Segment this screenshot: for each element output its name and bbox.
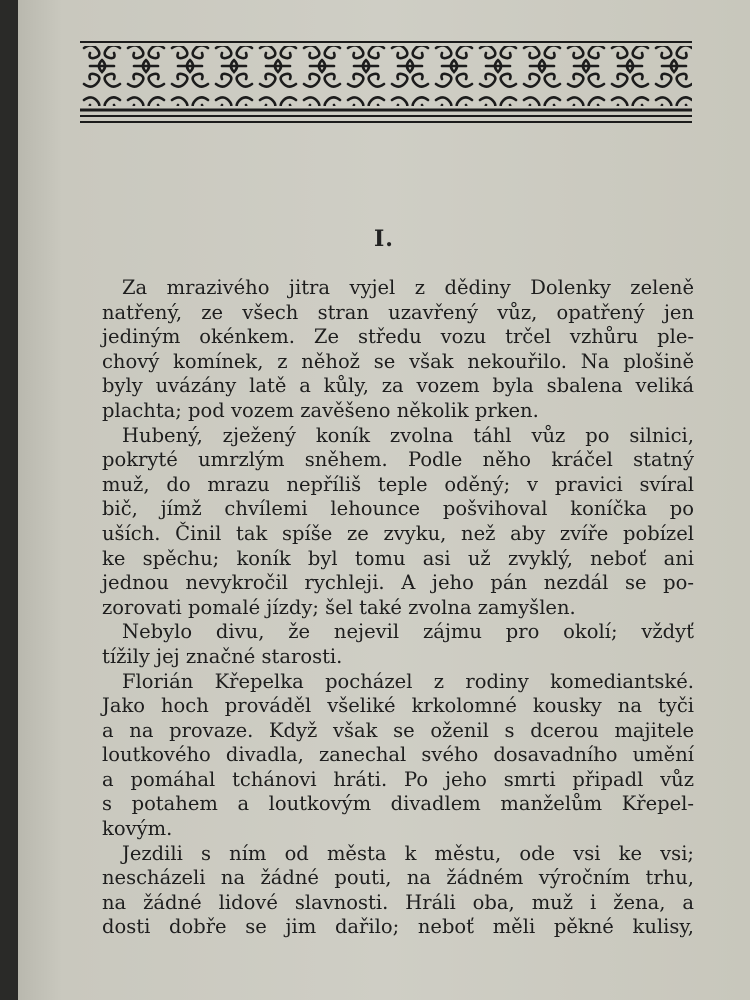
text-line: uších. Činil tak spíše ze zvyku, než aby zvíře pobízel (102, 521, 694, 545)
text-line: jednou nevykročil rychleji. A jeho pán nezdál se po- (102, 571, 694, 595)
text-line: s potahem a loutkovým divadlem manželům Křepel- (102, 792, 694, 816)
text-line: a na provaze. Když však se oženil s dcerou majitele (102, 718, 694, 742)
text-line: ke spěchu; koník byl tomu asi už zvyklý, neboť ani (102, 546, 694, 570)
text-line: Nebylo divu, že nejevil zájmu pro okolí; vždyť (122, 620, 694, 644)
text-line: chový komínek, z něhož se však nekouřilo. Na plošině (102, 349, 694, 373)
text-line: byly uvázány latě a kůly, za vozem byla sbalena veliká (102, 374, 694, 398)
text-line: a pomáhal tchánovi hráti. Po jeho smrti připadl vůz (102, 767, 694, 791)
body-text (102, 276, 694, 940)
text-line: plachta; pod vozem zavěšeno několik prken. (102, 398, 539, 422)
book-page (18, 0, 750, 1000)
text-line: na žádné lidové slavnosti. Hráli oba, muž i žena, a (102, 890, 694, 914)
text-line: tížily jej značné starosti. (102, 644, 343, 668)
text-line: loutkového divadla, zanechal svého dosavadního umění (102, 743, 694, 767)
text-line: bič, jímž chvílemi lehounce pošvihoval koníčka po (102, 497, 694, 521)
text-line: dosti dobře se jim dařilo; neboť měli pěkné kulisy, (102, 915, 694, 939)
text-line: Hubený, zježený koník zvolna táhl vůz po silnici, (122, 423, 694, 447)
text-line: Za mrazivého jitra vyjel z dědiny Dolenky zeleně (122, 276, 694, 299)
text-line: Jako hoch prováděl všeliké krkolomné kousky na tyči (102, 694, 694, 718)
text-line: muž, do mrazu nepříliš teple oděný; v pravici svíral (102, 472, 694, 496)
text-line: pokryté umrzlým sněhem. Podle něho kráčel statný (102, 448, 694, 472)
text-line: Florián Křepelka pocházel z rodiny komediantské. (122, 669, 694, 693)
decorative-border-ornament (80, 40, 692, 128)
text-line: Jezdili s ním od města k městu, ode vsi ke vsi; (122, 841, 694, 865)
chapter-heading: I. (374, 226, 394, 252)
text-line: kovým. (102, 817, 173, 841)
text-line: natřený, ze všech stran uzavřený vůz, opatřený jen (102, 300, 694, 324)
text-line: zorovati pomalé jízdy; šel také zvolna zamyšlen. (102, 595, 576, 619)
text-line: jediným okénkem. Ze středu vozu trčel vzhůru ple- (102, 325, 694, 349)
text-line: nescházeli na žádné pouti, na žádném výročním trhu, (102, 866, 694, 890)
